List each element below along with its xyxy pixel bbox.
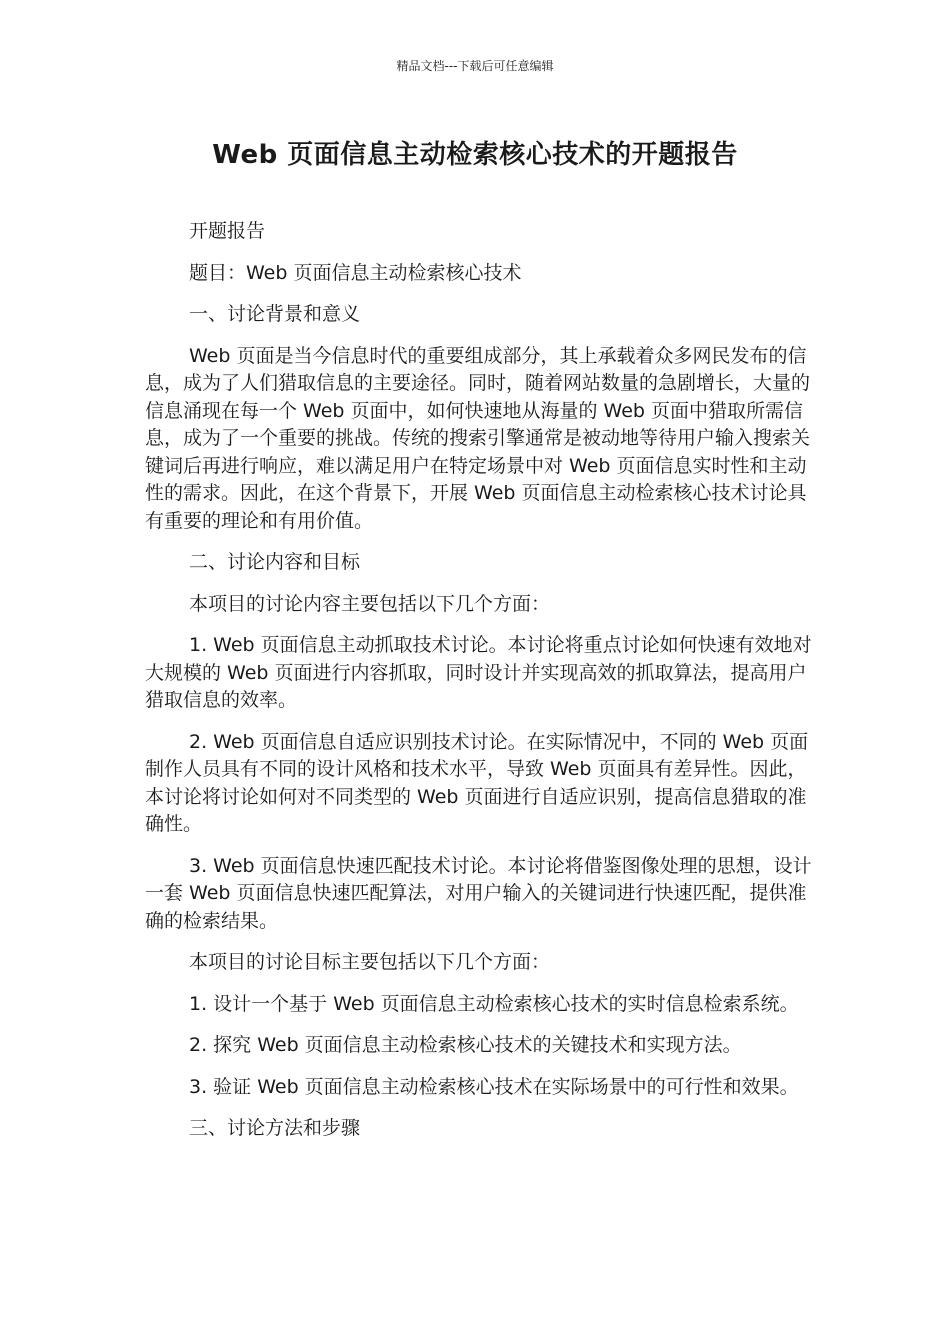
paragraph-topic: 题目：Web 页面信息主动检索核心技术 (189, 261, 522, 284)
document-title: Web 页面信息主动检索核心技术的开题报告 (212, 140, 738, 170)
paragraph-goals-intro: 本项目的讨论目标主要包括以下几个方面： (189, 951, 551, 973)
paragraph-report-label: 开题报告 (189, 220, 266, 242)
document-body (145, 218, 813, 1157)
page-header: 精品文档---下载后可任意编辑 (396, 59, 554, 73)
paragraph-content-item-1: 1. Web 页面信息主动抓取技术讨论。本讨论将重点讨论如何快速有效地对大规模的 Web 页面进行内容抓取，同时设计并实现高效的抓取算法，提高用户猎取信息的效率。 (145, 634, 812, 711)
paragraph-goal-1: 1. 设计一个基于 Web 页面信息主动检索核心技术的实时信息检索系统。 (189, 992, 799, 1015)
paragraph-content-item-3: 3. Web 页面信息快速匹配技术讨论。本讨论将借鉴图像处理的思想，设计一套 Web 页面信息快速匹配算法，对用户输入的关键词进行快速匹配，提供准确的检索结果。 (145, 854, 812, 932)
paragraph-content-intro: 本项目的讨论内容主要包括以下几个方面： (189, 592, 551, 615)
section-heading-content: 二、讨论内容和目标 (189, 551, 361, 573)
paragraph-content-item-2: 2. Web 页面信息自适应识别技术讨论。在实际情况中，不同的 Web 页面制作人员具有不同的设计风格和技术水平，导致 Web 页面具有差异性。因此，本讨论将讨论如何对不同类型的 Web 页面进行自适应识别，提高信息猎取的准确性。 (145, 730, 809, 835)
section-heading-background: 一、讨论背景和意义 (189, 303, 361, 325)
paragraph-goal-2: 2. 探究 Web 页面信息主动检索核心技术的关键技术和实现方法。 (189, 1034, 742, 1056)
section-heading-methods: 三、讨论方法和步骤 (189, 1117, 361, 1139)
paragraph-background: Web 页面是当今信息时代的重要组成部分，其上承载着众多网民发布的信息，成为了人们猎取信息的主要途径。同时，随着网站数量的急剧增长，大量的信息涌现在每一个 Web 页面中，如何快速地从海量的 Web 页面中猎取所需信息，成为了一个重要的挑战。传统的搜索引擎通常是被动地等待用户输入搜索关键词后再进行响应，难以满足用户在特定场景中对 Web 页面信息实时性和主动性的需求。因此，在这个背景下，开展 Web 页面信息主动检索核心技术讨论具有重要的理论和有用价值。 (145, 344, 811, 532)
paragraph-goal-3: 3. 验证 Web 页面信息主动检索核心技术在实际场景中的可行性和效果。 (189, 1075, 799, 1098)
